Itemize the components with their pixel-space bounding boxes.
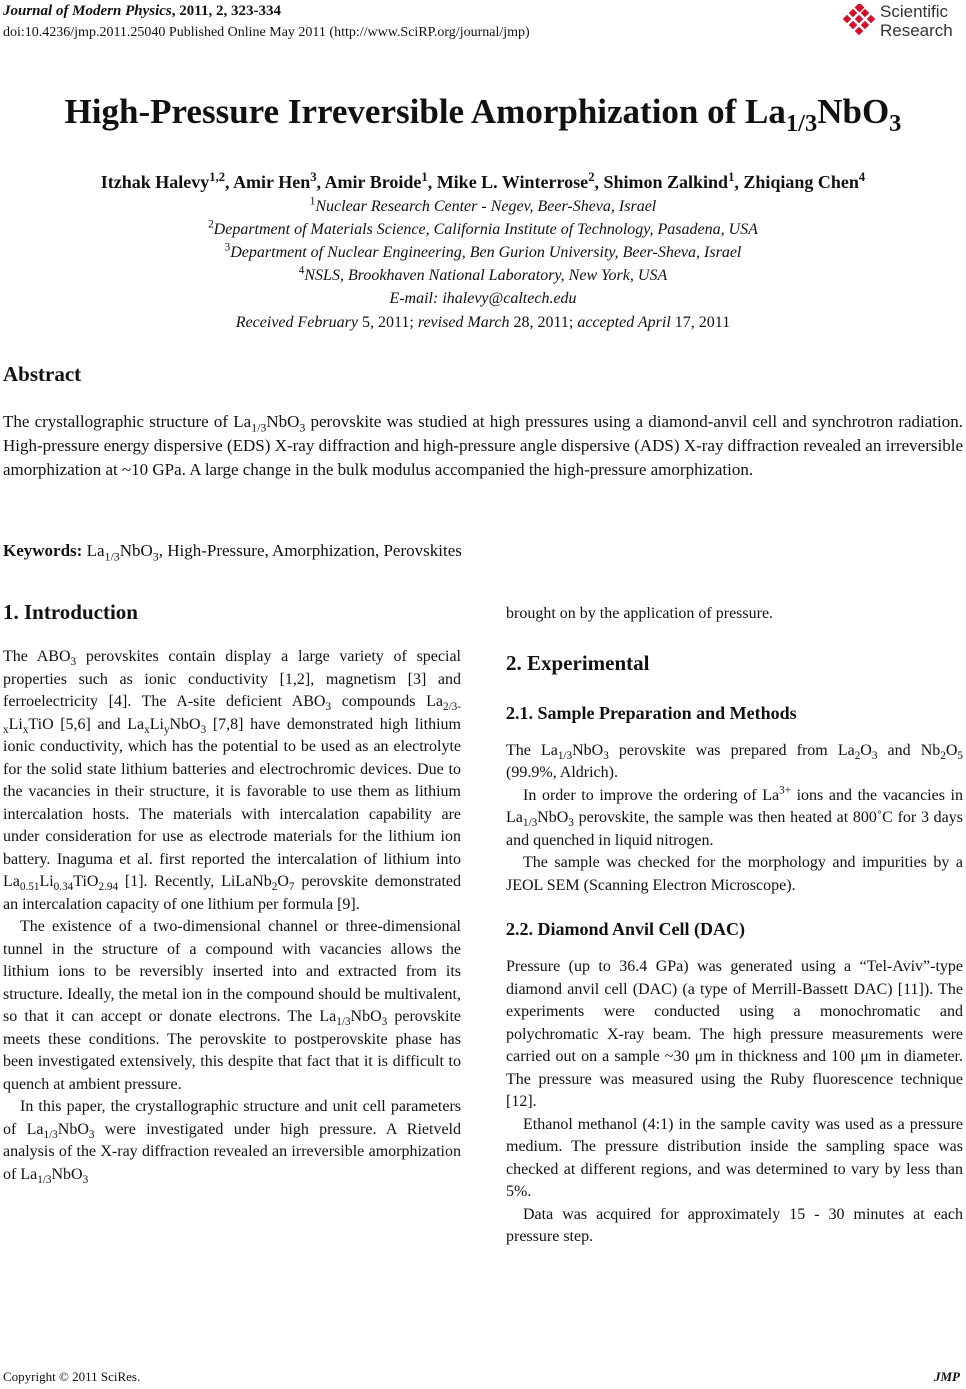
scientific-research-logo [842,2,962,44]
subsection-heading-2-1: 2.1. Sample Preparation and Methods [506,702,797,723]
dac-paragraph-2: Ethanol methanol (4:1) in the sample cavity was used as a pressure medium. The pressure distribution inside the sampling space was checked at different regions, and was determined to vary by less than 5%. [506,1115,963,1200]
journal-header [3,3,281,20]
dac-paragraph-3: Data was acquired for approximately 15 - 30 minutes at each pressure step. [506,1205,963,1245]
email-link[interactable]: ihalevy@caltech.edu [442,290,577,307]
copyright-footer: Copyright © 2011 SciRes. [3,1369,141,1384]
author: Mike L. Winterrose [436,172,589,192]
author: Amir Broide [324,172,422,192]
intro-paragraph-1: The $ABO_3$ perovskites contain display a large variety of special properties such as ionic conductivity [1,2], magnetism [3] and ferroelectricity [4]. The A-site deficient $ABO_3$ compounds $La_{2/3-x}Li_xTiO$ [5,6] and $La_xLi_yNbO_3$ [7,8] have demonstrated high lithium ionic conductivity, which has the potential to be used as an electrolyte for the solid state lithium batteries and electrochromic devices. Due to the vacancies in their structure, it is favorable to use them as lithium intercalation hosts. The materials with intercalation capability are under consideration for use as electrode materials for the lithium ion battery. Inaguma et al. first reported the intercalation of lithium into $La_{0.51}Li_{0.34}TiO_{2.94}$ [1]. Recently, $LiLaNb_2O_7$ perovskite demonstrated an intercalation capacity of one lithium per formula [9]. [3,648,461,913]
subsection-heading-2-2: 2.2. Diamond Anvil Cell (DAC) [506,919,746,939]
abstract-text: The crystallographic structure of $La_{1/3}NbO_3$ perovskite was studied at high pressures using a diamond-anvil cell and synchrotron radiation. High-pressure energy dispersive (EDS) X-ray diffraction and high-pressure angle dispersive (ADS) X-ray diffraction revealed an irreversible amorphization at ~10 GPa. A large change in the bulk modulus accompanied the high-pressure amorphization. [3,412,963,479]
continued-text: brought on by the application of pressure. [506,605,774,622]
abstract-heading: Abstract [3,362,82,386]
affiliation-3: $^3$Department of Nuclear Engineering, Ben Gurion University, Beer-Sheva, Israel [224,241,742,261]
intro-paragraph-2: The existence of a two-dimensional channel or three-dimensional tunnel in the structure of a compound with vacancies allows the lithium ions to be reversibly inserted into and extracted from its structure. Ideally, the metal ion in the compound should be multivalent, so that it can accept or donate electrons. The $La_{1/3}NbO_3$ perovskite meets these conditions. The perovskite to postperovskite phase has been investigated extensively, this despite that fact that it is difficult to quench at ambient pressure. [3,918,461,1093]
logo-icon [842,4,878,40]
author: Shimon Zalkind [603,172,729,192]
paper-title: High-Pressure Irreversible Amorphization of $La_{1/3}NbO_3$ [64,92,902,137]
author: Amir Hen [233,172,311,192]
author-list: Itzhak Halevy$^{1,2}$, Amir Hen$^3$, Amir Broide$^1$, Mike L. Winterrose$^2$, Shimon Zalkind$^1$, Zhiqiang Chen$^4$ [100,170,866,192]
section-heading-experimental: 2. Experimental [506,650,650,675]
experimental-paragraph-3: The sample was checked for the morphology and impurities by a JEOL SEM (Scanning Electron Microscope). [506,854,963,894]
experimental-paragraph-1: The $La_{1/3}NbO_3$ perovskite was prepared from $La_2O_3$ and $Nb_2O_5$ (99.9%, Aldrich). [506,741,963,781]
keywords: Keywords: $La_{1/3}NbO_3$, High-Pressure, Amorphization, Perovskites [3,541,462,564]
email-line: E-mail: ihalevy@caltech.edu [389,290,577,307]
affiliation-1: $^1$Nuclear Research Center - Negev, Beer-Sheva, Israel [309,195,657,215]
keywords-label: Keywords: [3,541,83,560]
received-line: Received February 5, 2011; revised March 28, 2011; accepted April 17, 2011 [235,314,731,331]
intro-paragraph-3: In this paper, the crystallographic structure and unit cell parameters of $La_{1/3}NbO_3$ were investigated under high pressure. A Rietveld analysis of the X-ray diffraction revealed an irreversible amorphization of $La_{1/3}NbO_3$ [3,1098,461,1186]
affiliation-4: $^4$NSLS, Brookhaven National Laboratory, New York, USA [298,264,668,284]
affiliation-2: $^2$Department of Materials Science, California Institute of Technology, Pasadena, USA [208,218,758,238]
experimental-paragraph-2: In order to improve the ordering of $La^{3+}$ ions and the vacancies in $La_{1/3}NbO_3$ perovskite, the sample was then heated at 800˚C for 3 days and quenched in liquid nitrogen. [506,784,963,849]
author: Itzhak Halevy [100,172,210,192]
journal-name: Journal of Modern Physics [3,3,172,19]
journal-abbrev-footer: JMP [934,1369,960,1384]
author: Zhiqiang Chen [743,172,859,192]
logo-line1: Scientific [880,2,949,21]
journal-volume: , 2011, 2, 323-334 [171,3,281,19]
dac-paragraph-1: Pressure (up to 36.4 GPa) was generated using a “Tel-Aviv”-type diamond anvil cell (DAC) (a type of Merrill-Bassett DAC) [11]). The experiments were conducted using a monochromatic and polychromatic X-ray beam. The high pressure measurements were carried out on a sample ~30 μm in thickness and 100 μm in diameter. The pressure was measured using the Ruby fluorescence technique [12]. [506,958,963,1110]
logo-line2: Research [880,21,953,40]
doi-line: doi:10.4236/jmp.2011.25040 Published Online May 2011 (http://www.SciRP.org/journal/jmp) [3,25,530,40]
section-heading-introduction: 1. Introduction [3,600,138,624]
